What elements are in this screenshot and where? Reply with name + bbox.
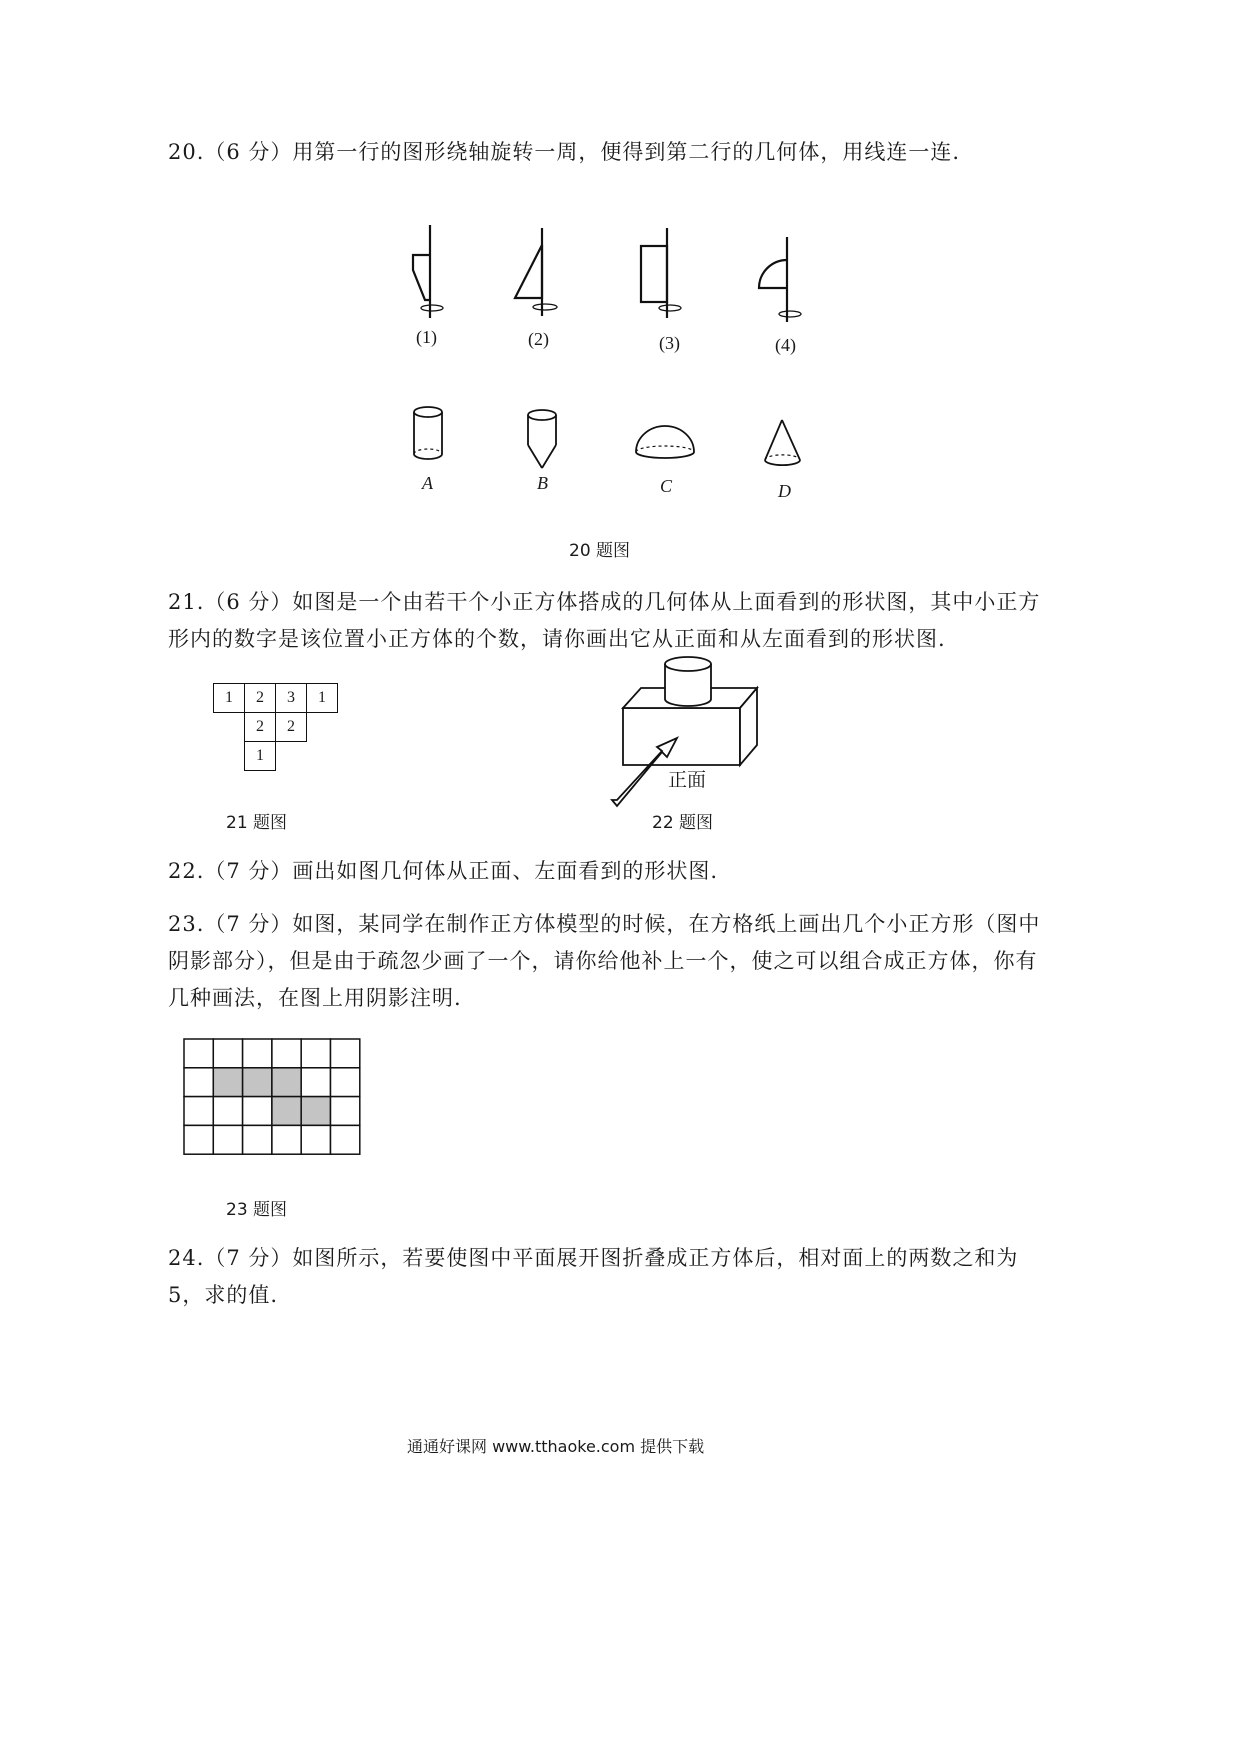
grid-cell xyxy=(243,1039,272,1068)
grid-cell-shaded xyxy=(243,1068,272,1097)
grid-cell xyxy=(184,1125,213,1154)
grid-cell-shaded xyxy=(272,1068,301,1097)
fig4-label: (4) xyxy=(775,335,796,355)
grid-cell xyxy=(213,1097,242,1126)
grid-cell xyxy=(243,1125,272,1154)
grid-cell-shaded xyxy=(301,1097,330,1126)
grid-cell xyxy=(184,1097,213,1126)
grid-cell: 1 xyxy=(214,684,245,713)
fig2-label: (2) xyxy=(528,329,549,349)
grid-cell-shaded xyxy=(213,1068,242,1097)
grid-cell xyxy=(243,1097,272,1126)
grid-cell: 2 xyxy=(245,713,276,742)
q20-caption: 20 题图 xyxy=(569,541,631,561)
grid-cell: 2 xyxy=(276,713,307,742)
grid-cell-shaded xyxy=(272,1097,301,1126)
q21-caption: 21 题图 xyxy=(226,813,288,833)
fig3-label: (3) xyxy=(659,333,680,353)
q21-text: 21.（6 分）如图是一个由若干个小正方体搭成的几何体从上面看到的形状图，其中小正方形内的数字是该位置小正方体的个数，请你画出它从正面和从左面看到的形状图. xyxy=(168,590,1041,651)
solid-b-label: B xyxy=(537,473,548,493)
grid-cell xyxy=(301,1039,330,1068)
grid-cell xyxy=(213,1039,242,1068)
q22-caption: 22 题图 xyxy=(652,813,714,833)
grid-cell xyxy=(301,1068,330,1097)
grid-cell: 1 xyxy=(307,684,338,713)
q22-front-label: 正面 xyxy=(668,769,707,791)
grid-cell xyxy=(213,1125,242,1154)
grid-cell xyxy=(184,1068,213,1097)
q23-caption: 23 题图 xyxy=(226,1200,288,1220)
grid-cell xyxy=(331,1068,360,1097)
grid-cell xyxy=(331,1039,360,1068)
grid-cell xyxy=(272,1039,301,1068)
page-footer: 通通好课网 www.tthaoke.com 提供下载 xyxy=(407,1437,705,1456)
q20-text: 20.（6 分）用第一行的图形绕轴旋转一周，便得到第二行的几何体，用线连一连. xyxy=(168,140,961,164)
grid-cell xyxy=(331,1097,360,1126)
q22-text: 22.（7 分）画出如图几何体从正面、左面看到的形状图. xyxy=(168,859,719,883)
solid-a-label: A xyxy=(422,473,433,493)
q23-text: 23.（7 分）如图，某同学在制作正方体模型的时候，在方格纸上画出几个小正方形（图中阴影部分），但是由于疏忽少画了一个，请你给他补上一个，使之可以组合成正方体，你有几种画法，在图上用阴影注明. xyxy=(168,912,1041,1010)
grid-cell: 3 xyxy=(276,684,307,713)
solid-c-label: C xyxy=(660,476,673,496)
fig1-label: (1) xyxy=(416,327,437,347)
grid-cell xyxy=(301,1125,330,1154)
grid-cell xyxy=(184,1039,213,1068)
grid-cell: 1 xyxy=(245,742,276,771)
grid-cell xyxy=(331,1125,360,1154)
q24-text: 24.（7 分）如图所示，若要使图中平面展开图折叠成正方体后，相对面上的两数之和为 5，求的值. xyxy=(168,1246,1019,1307)
solid-d-label: D xyxy=(778,481,791,501)
grid-cell: 2 xyxy=(245,684,276,713)
grid-cell xyxy=(272,1125,301,1154)
